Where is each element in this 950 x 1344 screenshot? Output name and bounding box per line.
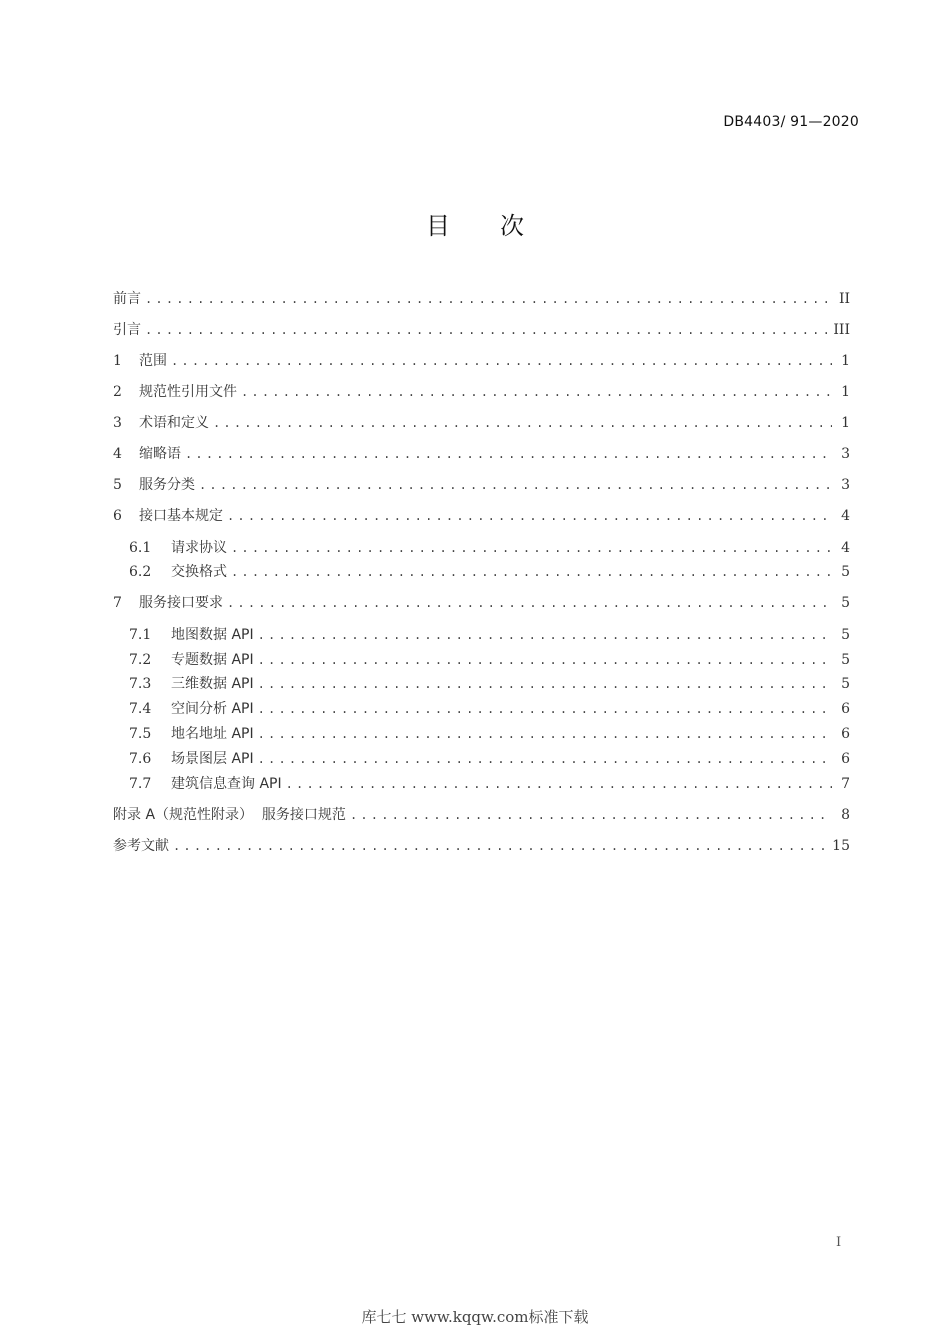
toc-number: 7.2 (129, 652, 152, 668)
toc-label: 缩略语 (139, 446, 181, 462)
toc-number: 7.6 (129, 751, 152, 767)
toc-entry-2[interactable] (113, 381, 850, 403)
toc-leader-dots (171, 354, 832, 368)
toc-page-number: 3 (841, 477, 850, 493)
toc-entry-3[interactable] (113, 412, 850, 434)
toc-leader-dots (241, 385, 832, 399)
toc-number: 4 (113, 446, 122, 462)
toc-entry-foreword[interactable] (113, 288, 850, 310)
toc-page-number: 3 (841, 446, 850, 462)
toc-label: 引言 (113, 322, 141, 338)
toc-leader-dots (231, 565, 832, 579)
toc-page-number: 7 (841, 776, 850, 792)
toc-number: 2 (113, 384, 122, 400)
toc-number: 3 (113, 415, 122, 431)
toc-number: 6.1 (129, 540, 152, 556)
toc-leader-dots (258, 702, 832, 716)
toc-entry-appendix-a[interactable] (113, 804, 850, 826)
toc-entry-7-6[interactable] (129, 748, 850, 770)
toc-label: 规范性引用文件 (139, 384, 237, 400)
toc-entry-introduction[interactable] (113, 319, 850, 341)
toc-leader-dots (185, 447, 832, 461)
toc-number: 7.5 (129, 726, 152, 742)
toc-leader-dots (350, 808, 832, 822)
toc-page-number: 6 (841, 726, 850, 742)
toc-label: 地名地址 API (171, 726, 254, 742)
toc-number: 6.2 (129, 564, 152, 580)
toc-label: 场景图层 API (171, 751, 254, 767)
toc-entry-7-4[interactable] (129, 698, 850, 720)
toc-page-number: 5 (841, 652, 850, 668)
toc-entry-6[interactable] (113, 505, 850, 527)
toc-label: 请求协议 (171, 540, 227, 556)
toc-label: 附录 A（规范性附录） 服务接口规范 (113, 807, 346, 823)
toc-label: 专题数据 API (171, 652, 254, 668)
toc-number: 7.4 (129, 701, 152, 717)
toc-entry-1[interactable] (113, 350, 850, 372)
toc-leader-dots (213, 416, 832, 430)
toc-entry-7-5[interactable] (129, 723, 850, 745)
toc-label: 接口基本规定 (139, 508, 223, 524)
toc-number: 7.3 (129, 676, 152, 692)
toc-entry-7-3[interactable] (129, 673, 850, 695)
toc-label: 空间分析 API (171, 701, 254, 717)
toc-label: 服务分类 (139, 477, 195, 493)
toc-label: 三维数据 API (171, 676, 254, 692)
toc-number: 1 (113, 353, 122, 369)
toc-leader-dots (286, 777, 832, 791)
toc-label: 服务接口要求 (139, 595, 223, 611)
toc-page-number: 4 (841, 508, 850, 524)
toc-page-number: III (833, 322, 850, 338)
toc-page-number: 15 (832, 838, 850, 854)
toc-entry-7-7[interactable] (129, 773, 850, 795)
toc-label: 建筑信息查询 API (171, 776, 282, 792)
toc-entry-5[interactable] (113, 474, 850, 496)
toc-leader-dots (258, 752, 832, 766)
toc-leader-dots (145, 323, 827, 337)
toc-leader-dots (199, 478, 832, 492)
toc-page-number: 1 (841, 415, 850, 431)
toc-label: 交换格式 (171, 564, 227, 580)
toc-page-number: 5 (841, 595, 850, 611)
document-code: DB4403/ 91—2020 (723, 114, 859, 130)
toc-entry-6-2[interactable] (129, 561, 850, 583)
toc-leader-dots (231, 541, 832, 555)
page-title (0, 206, 950, 241)
toc-label: 范围 (139, 353, 167, 369)
toc-entry-7-1[interactable] (129, 624, 850, 646)
toc-leader-dots (258, 727, 832, 741)
toc-label: 地图数据 API (171, 627, 254, 643)
toc-label: 术语和定义 (139, 415, 209, 431)
toc-leader-dots (258, 653, 832, 667)
toc-entry-7-2[interactable] (129, 649, 850, 671)
toc-page-number: 1 (841, 384, 850, 400)
footer-watermark: 库七七 www.kqqw.com标准下载 (361, 1308, 589, 1326)
toc-page-number: II (838, 291, 850, 307)
toc-number: 7.1 (129, 627, 152, 643)
title-char-1: 目 (426, 212, 450, 240)
toc-page-number: 5 (841, 564, 850, 580)
toc-page-number: 1 (841, 353, 850, 369)
toc-entry-6-1[interactable] (129, 537, 850, 559)
toc-leader-dots (258, 677, 832, 691)
toc-entry-7[interactable] (113, 592, 850, 614)
toc-page-number: 4 (841, 540, 850, 556)
toc-page-number: 6 (841, 701, 850, 717)
toc-page-number: 5 (841, 627, 850, 643)
toc-label: 参考文献 (113, 838, 169, 854)
toc-number: 7.7 (129, 776, 152, 792)
toc-number: 6 (113, 508, 122, 524)
toc-leader-dots (258, 628, 832, 642)
toc-leader-dots (227, 509, 832, 523)
toc-page-number: 5 (841, 676, 850, 692)
toc-page-number: 6 (841, 751, 850, 767)
toc-leader-dots (227, 596, 832, 610)
page-number: I (836, 1235, 842, 1250)
toc-leader-dots (173, 839, 826, 853)
toc-leader-dots (145, 292, 832, 306)
toc-entry-4[interactable] (113, 443, 850, 465)
title-char-2: 次 (500, 212, 524, 240)
toc-number: 5 (113, 477, 122, 493)
toc-entry-bibliography[interactable] (113, 835, 850, 857)
toc-label: 前言 (113, 291, 141, 307)
toc-page-number: 8 (841, 807, 850, 823)
toc-number: 7 (113, 595, 122, 611)
